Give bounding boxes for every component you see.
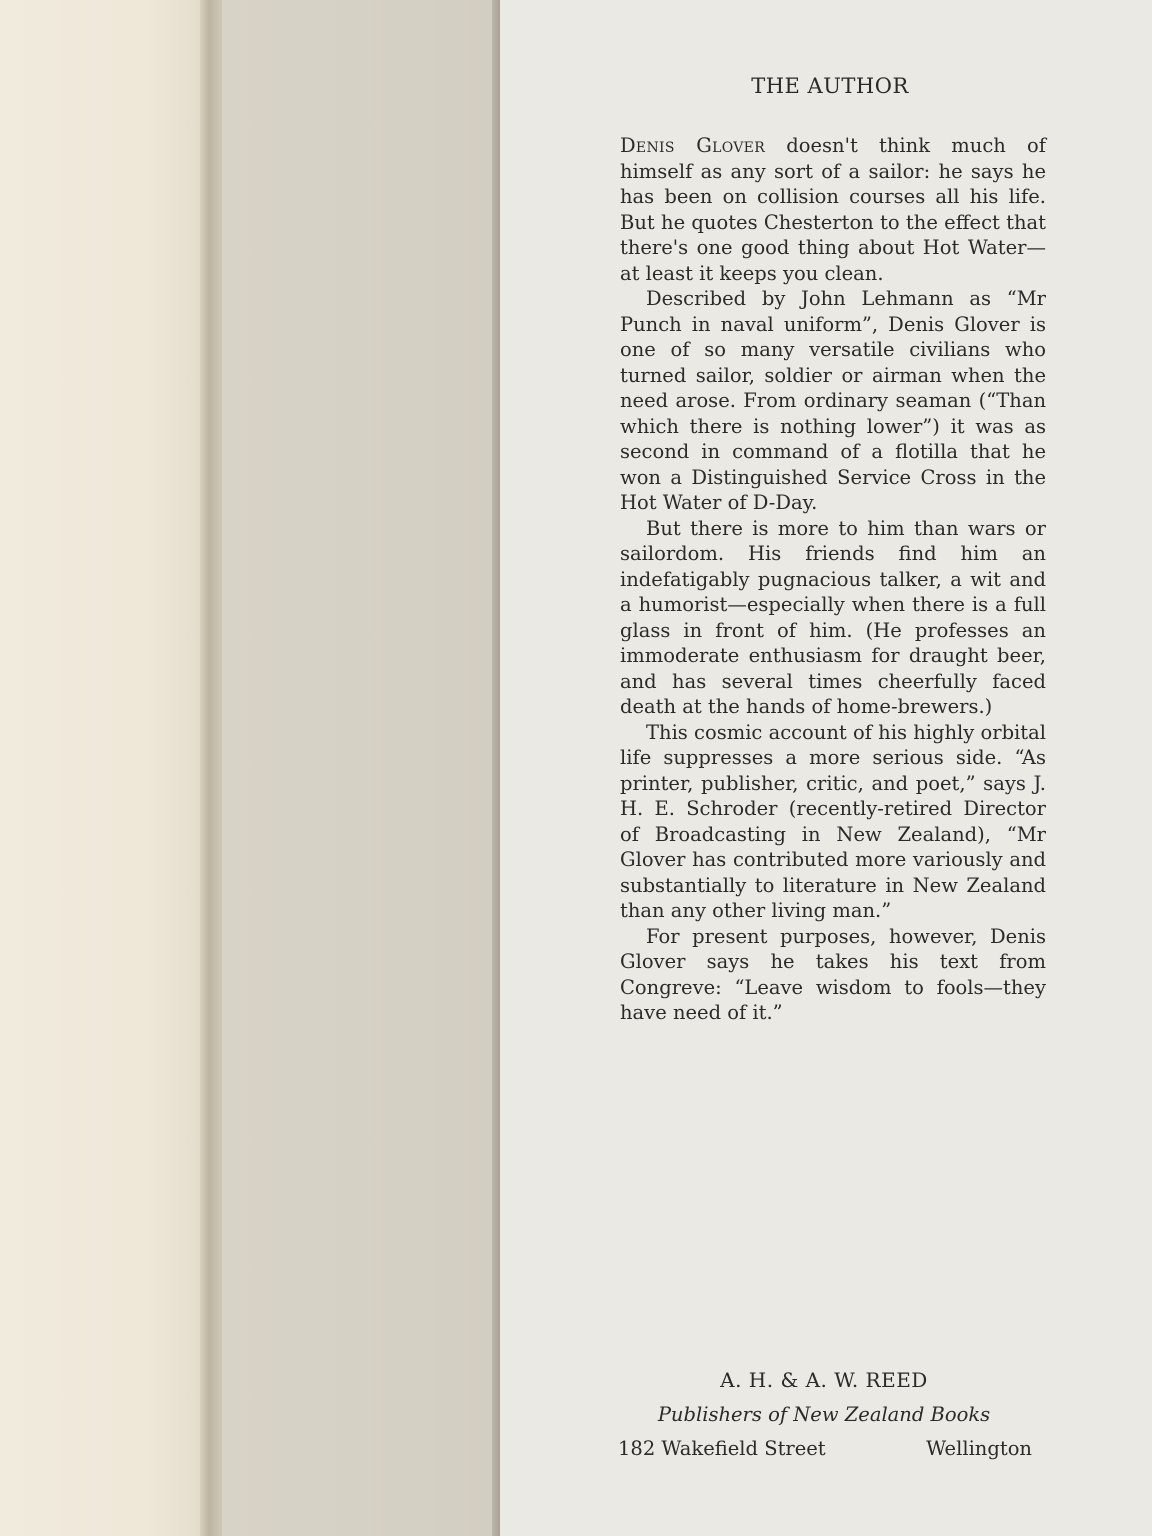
author-name: Denis Glover (620, 134, 766, 157)
publisher-name: A. H. & A. W. REED (720, 1368, 928, 1392)
left-page (0, 0, 205, 1536)
publisher-tagline: Publishers of New Zealand Books (657, 1403, 991, 1426)
bio-paragraph-1 (620, 133, 1046, 286)
bio-paragraph-3: But there is more to him than wars or sailordom. His friends find him an indefatigably pugnacious talker, a wit and a humorist—especially when there is a full glass in front of him. (He professes an immoderate enthusiasm for draught beer, and has several times cheerfully faced death at the hands of home-brewers.) (620, 516, 1046, 718)
flap-fold-shadow (492, 0, 500, 1536)
bio-paragraph-1-text: doesn't think much of himself as any sort of a sailor: he says he has been on collision courses all his life. But he quotes Chesterton to the effect that there's one good thing about Hot Water—at least it keeps you clean. (620, 134, 1046, 285)
book-gutter (200, 0, 222, 1536)
publisher-address (618, 1437, 1032, 1460)
publisher-city: Wellington (926, 1437, 1032, 1460)
author-biography (620, 133, 1046, 1026)
bio-paragraph-4: This cosmic account of his highly orbital life suppresses a more serious side. “As printer, publisher, critic, and poet,” says J. H. E. Schroder (recently-retired Director of Broadcasting in New Zealand), “Mr Glover has contributed more variously and substantially to literature in New Zealand than any other living man.” (620, 720, 1046, 922)
jacket-flap-edge (222, 0, 497, 1536)
publisher-street: 182 Wakefield Street (618, 1437, 826, 1460)
section-heading: THE AUTHOR (751, 74, 909, 98)
bio-paragraph-5: For present purposes, however, Denis Glover says he takes his text from Congreve: “Leave wisdom to fools—they have need of it.” (620, 924, 1046, 1024)
bio-paragraph-2: Described by John Lehmann as “Mr Punch in naval uniform”, Denis Glover is one of so many versatile civilians who turned sailor, soldier or airman when the need arose. From ordinary seaman (“Than which there is nothing lower”) it was as second in command of a flotilla that he won a Distinguished Service Cross in the Hot Water of D-Day. (620, 287, 1046, 514)
